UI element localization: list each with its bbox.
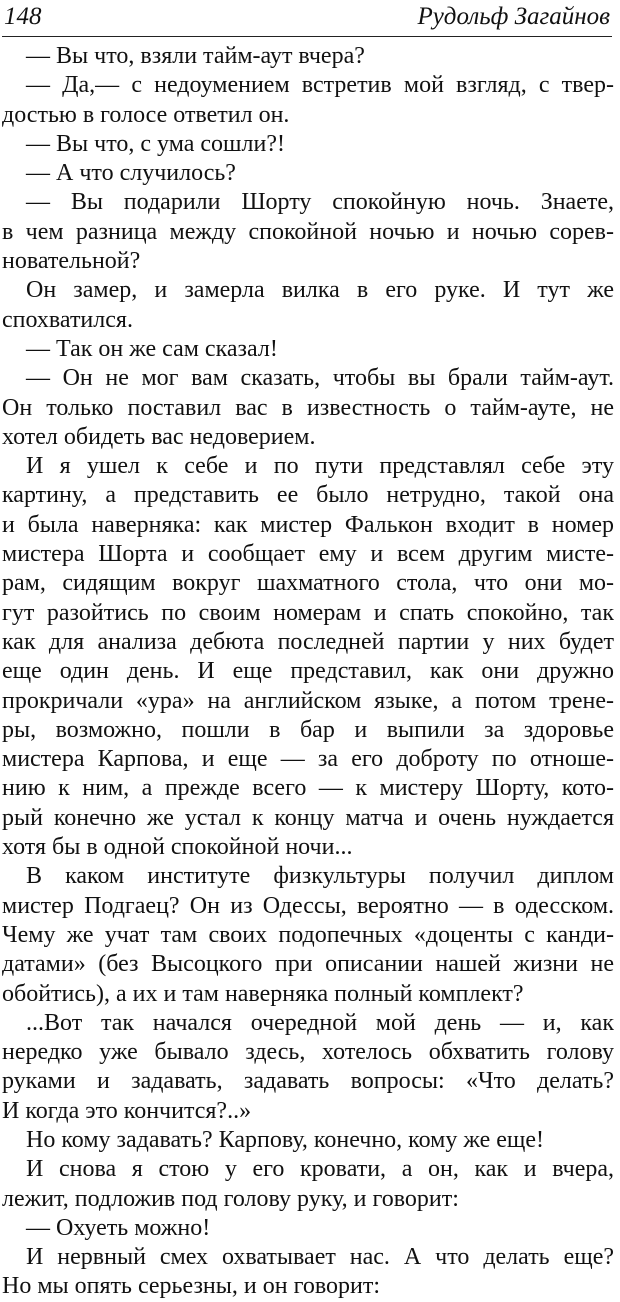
- text-line: — Да,— с недоумением встретив мой взгляд, с твер-: [26, 72, 614, 99]
- text-line: прокричали «ура» на английском языке, а потом трене-: [2, 687, 614, 714]
- text-line: достью в голосе ответил он.: [2, 101, 290, 128]
- text-line: Чему же учат там своих подопечных «доценты с канди-: [2, 921, 614, 948]
- text-line: Но кому задавать? Карпову, конечно, кому же еще!: [26, 1126, 545, 1153]
- text-line: нередко уже бывало здесь, хотелось обхватить голову: [2, 1039, 614, 1066]
- text-line: И когда это кончится?..»: [2, 1097, 252, 1124]
- body-text: [2, 42, 614, 1302]
- text-line: — Охуеть можно!: [26, 1214, 211, 1241]
- text-line: мистера Шорта и сообщает ему и всем другим мисте-: [2, 541, 614, 568]
- text-line: руками и задавать, задавать вопросы: «Что делать?: [2, 1068, 614, 1095]
- text-line: хотя бы в одной спокойной ночи...: [2, 834, 353, 861]
- text-line: спохватился.: [2, 306, 133, 333]
- text-line: — Вы что, взяли тайм-аут вчера?: [26, 43, 365, 69]
- text-line: мистера Карпова, и еще — за его доброту по отноше-: [2, 746, 614, 773]
- text-line: рый конечно же устал к концу матча и очень нуждается: [2, 804, 614, 831]
- text-line: И снова я стою у его кровати, а он, как и вчера,: [26, 1156, 614, 1183]
- text-line: датами» (без Высоцкого при описании нашей жизни не: [2, 951, 614, 978]
- text-line: И нервный смех охватывает нас. А что делать еще?: [26, 1244, 614, 1271]
- text-line: — Вы что, с ума сошли?!: [26, 130, 285, 157]
- text-line: гут разойтись по своим номерам и спать спокойно, так: [2, 599, 614, 626]
- text-line: и была наверняка: как мистер Фалькон входит в номер: [2, 511, 614, 538]
- text-line: картину, а представить ее было нетрудно, такой она: [2, 482, 614, 509]
- text-line: новательной?: [2, 248, 141, 275]
- text-line: — Вы подарили Шорту спокойную ночь. Знаете,: [26, 189, 614, 216]
- page-number: 148: [4, 3, 42, 30]
- text-line: обойтись), а их и там наверняка полный комплект?: [2, 980, 524, 1007]
- text-line: И я ушел к себе и по пути представлял себе эту: [26, 453, 614, 480]
- text-line: ...Вот так начался очередной мой день — и, как: [26, 1009, 614, 1036]
- text-line: Он замер, и замерла вилка в его руке. И тут же: [26, 277, 614, 304]
- text-line: ры, возможно, пошли в бар и выпили за здоровье: [2, 716, 614, 743]
- text-line: Но мы опять серьезны, и он говорит:: [2, 1273, 380, 1300]
- running-title: Рудольф Загайнов: [417, 3, 610, 30]
- text-line: в чем разница между спокойной ночью и ночью сорев-: [2, 218, 614, 245]
- text-line: В каком институте физкультуры получил диплом: [26, 863, 614, 890]
- text-line: рам, сидящим вокруг шахматного стола, что они мо-: [2, 570, 614, 597]
- text-line: нию к ним, а прежде всего — к мистеру Шорту, кото-: [2, 775, 614, 802]
- text-line: — А что случилось?: [26, 160, 236, 187]
- text-line: — Так он же сам сказал!: [26, 335, 278, 362]
- text-line: мистер Подгаец? Он из Одессы, вероятно — в одесском.: [2, 892, 614, 919]
- text-line: хотел обидеть вас недоверием.: [2, 423, 316, 450]
- text-line: — Он не мог вам сказать, чтобы вы брали тайм-аут.: [26, 365, 614, 392]
- page-header: [2, 0, 612, 37]
- text-line: еще один день. И еще представил, как они дружно: [2, 658, 614, 685]
- text-line: лежит, подложив под голову руку, и говорит:: [2, 1185, 459, 1212]
- text-line: как для анализа дебюта последней партии у них будет: [2, 628, 614, 655]
- text-line: Он только поставил вас в известность о тайм-ауте, не: [2, 394, 614, 421]
